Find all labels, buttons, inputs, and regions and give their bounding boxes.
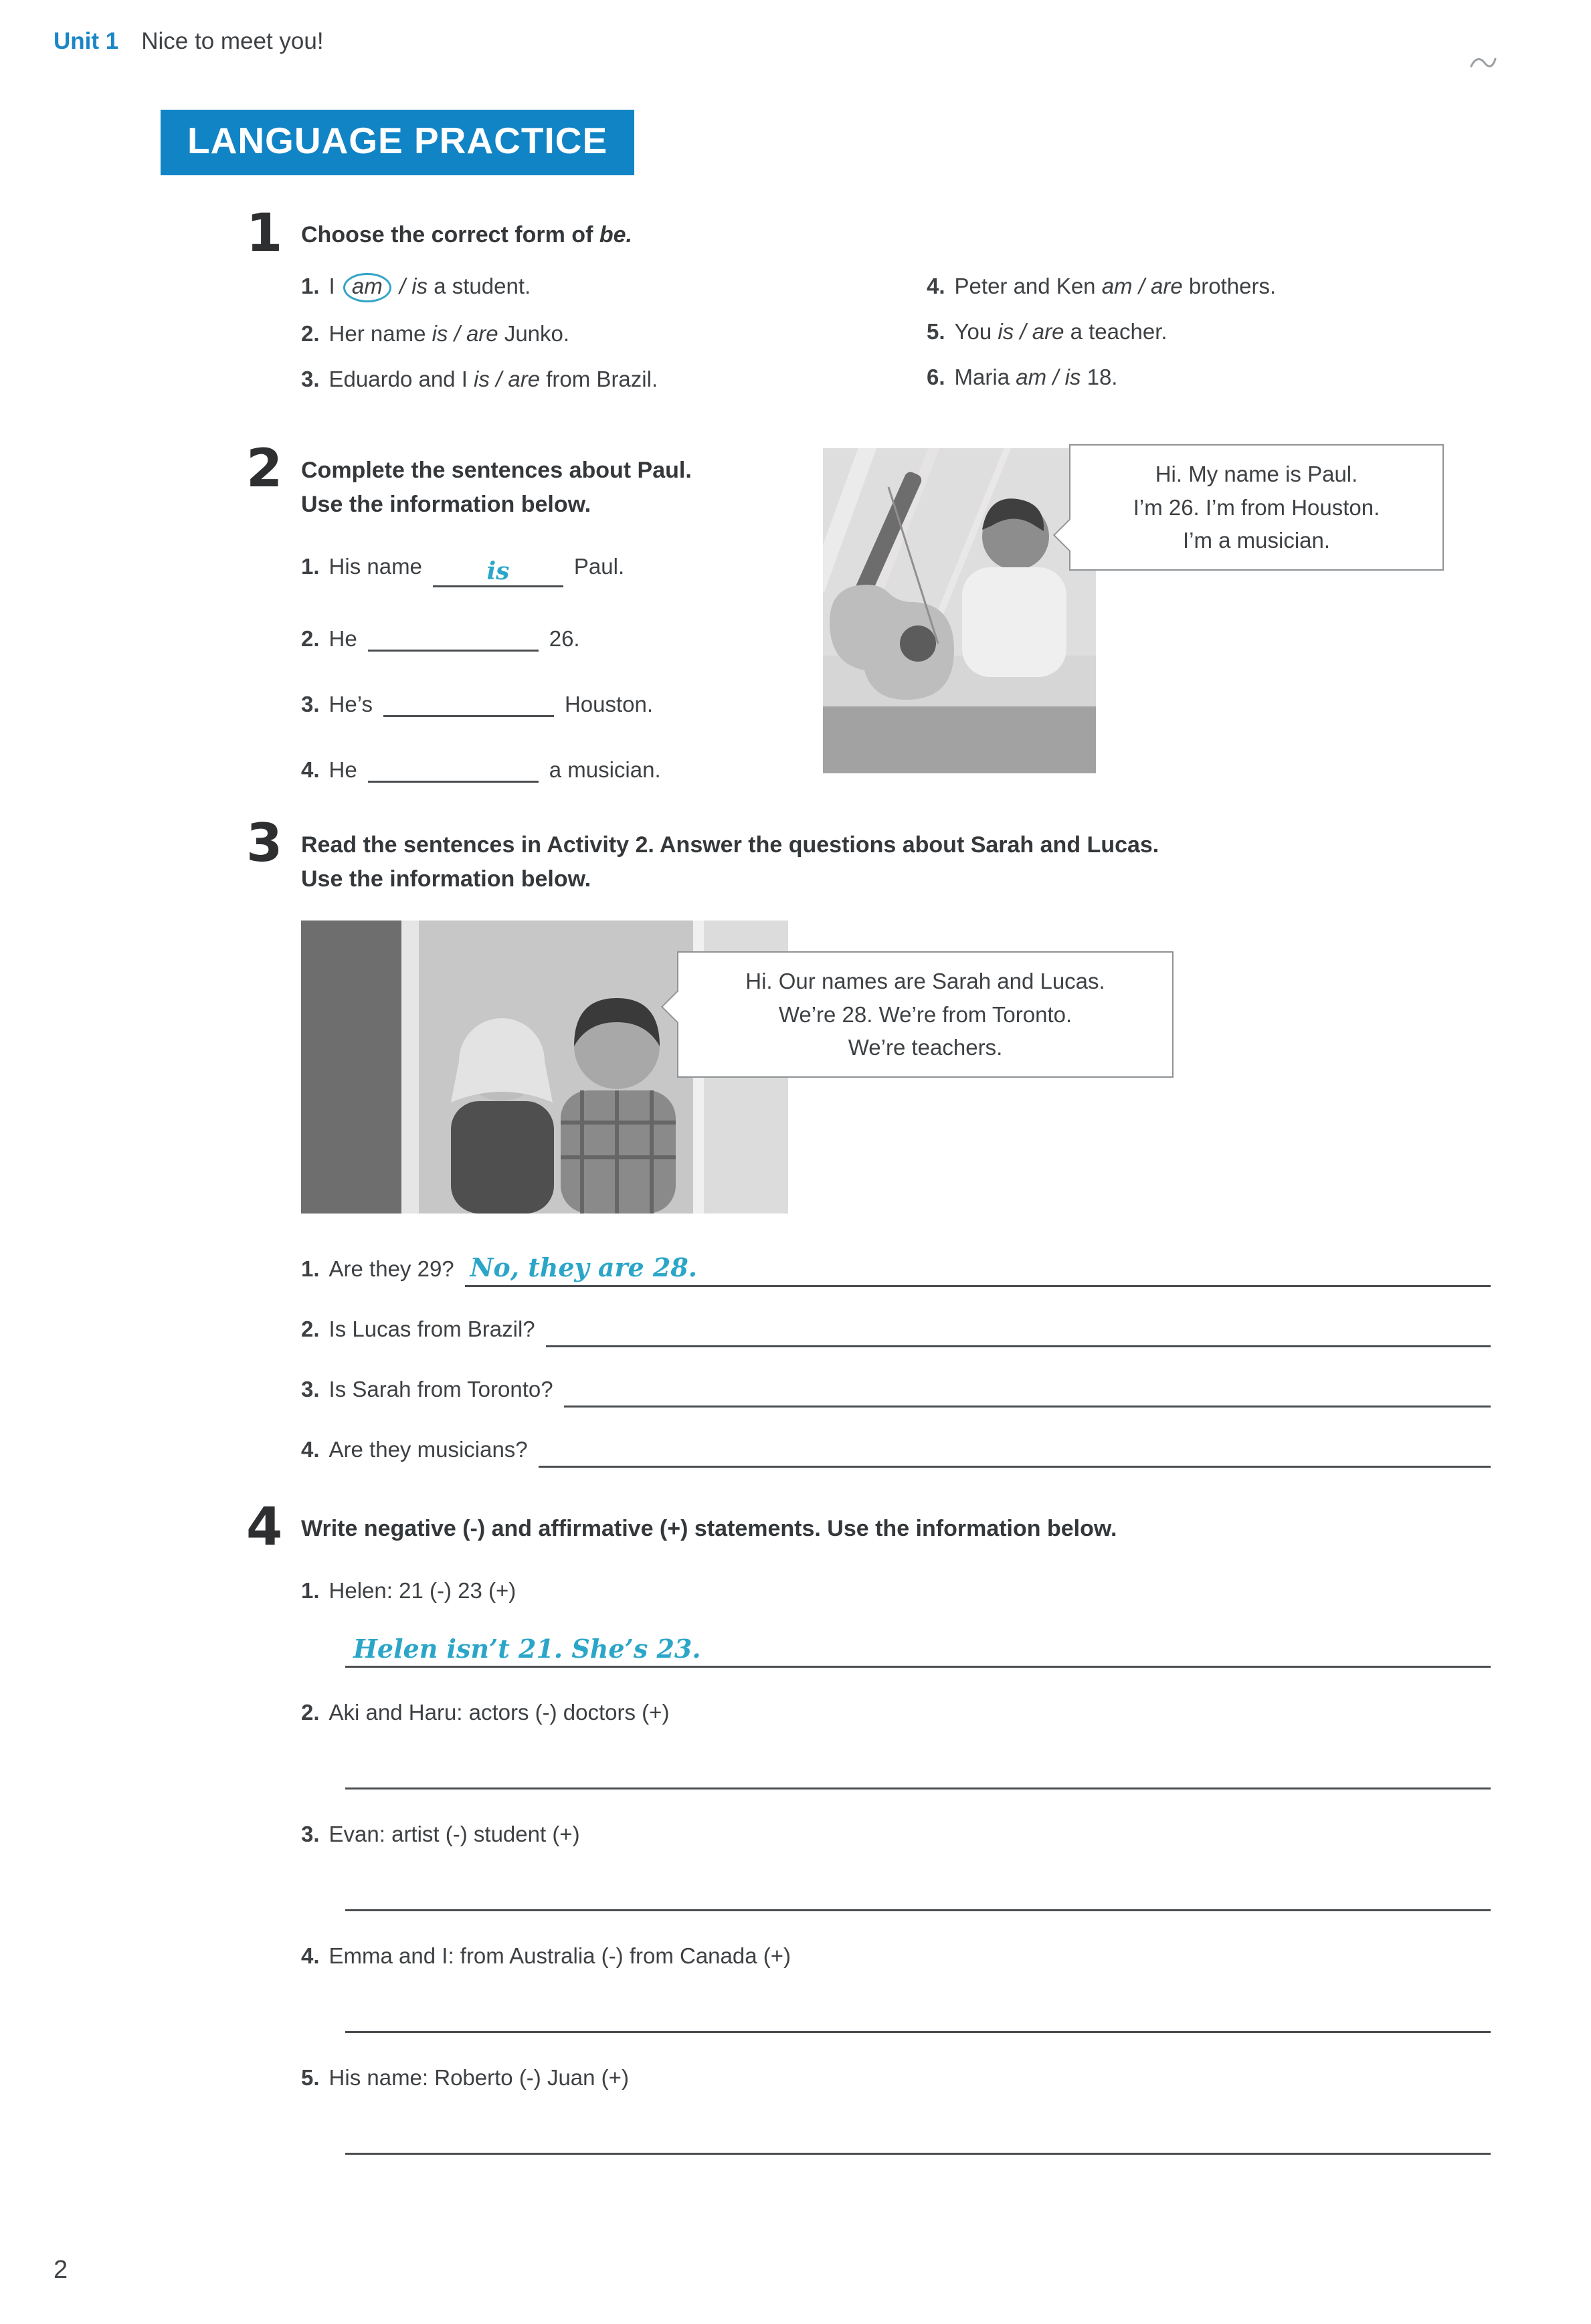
- speech-line: We’re 28. We’re from Toronto.: [778, 1001, 1072, 1027]
- write-prompt: Emma and I: from Australia (-) from Canada (+): [329, 1943, 791, 1968]
- item-post: Junko.: [498, 321, 570, 346]
- speech-line: I’m a musician.: [1182, 528, 1331, 553]
- choice-word[interactable]: am: [1101, 274, 1133, 298]
- question-label: Are they musicians?: [329, 1437, 528, 1462]
- fill-item: [301, 753, 850, 784]
- question-row: [301, 1429, 1491, 1468]
- item-number: 6.: [927, 365, 945, 389]
- choice-word[interactable]: is: [1064, 365, 1081, 389]
- choice-word[interactable]: are: [1151, 274, 1183, 298]
- write-item: [301, 1699, 1491, 1789]
- choice-word[interactable]: are: [508, 367, 541, 391]
- question-label: Are they 29?: [329, 1256, 454, 1281]
- item-post: a student.: [428, 274, 531, 298]
- activity-2-title-line1: Complete the sentences about Paul.: [301, 458, 692, 483]
- item-pre: He: [329, 757, 357, 782]
- item-pre: You: [954, 319, 998, 344]
- activity-3-title: [301, 828, 1491, 896]
- speech-line: Hi. Our names are Sarah and Lucas.: [745, 969, 1105, 993]
- item-number: 1.: [301, 1256, 320, 1281]
- activity-4: [246, 1497, 1491, 2165]
- write-item: [301, 2064, 1491, 2155]
- item-number: 4.: [301, 1437, 320, 1462]
- handwritten-answer: is: [486, 557, 510, 585]
- write-prompt: Helen: 21 (-) 23 (+): [329, 1578, 517, 1603]
- choice-item: [927, 272, 1491, 300]
- answer-blank[interactable]: [368, 622, 539, 652]
- item-number: 1.: [301, 554, 320, 579]
- answer-line[interactable]: [564, 1369, 1491, 1408]
- choice-item: [927, 318, 1491, 346]
- item-number: 3.: [301, 1377, 320, 1401]
- activity-1-columns: [301, 272, 1491, 411]
- sarah-lucas-speech-bubble: [677, 951, 1174, 1078]
- activity-3-questions: [301, 1248, 1491, 1468]
- activity-3-title-line2: Use the information below.: [301, 866, 591, 892]
- answer-line[interactable]: [345, 1755, 1491, 1789]
- choice-word[interactable]: is: [432, 321, 448, 346]
- item-number: 2.: [301, 1700, 320, 1725]
- write-item: [301, 1820, 1491, 1911]
- activity-3-photo-area: [301, 921, 1491, 1239]
- question-text: [301, 1315, 535, 1347]
- choice-word[interactable]: is: [998, 319, 1014, 344]
- item-post: 18.: [1081, 365, 1118, 389]
- choice-separator: /: [393, 274, 412, 298]
- choice-separator: /: [489, 367, 508, 391]
- write-prompt: Aki and Haru: actors (-) doctors (+): [329, 1700, 670, 1725]
- answer-blank[interactable]: [433, 558, 563, 587]
- fill-item: [301, 688, 850, 718]
- activity-1-right-column: [927, 272, 1491, 411]
- item-number: 3.: [301, 367, 320, 391]
- activity-2-number: 2: [246, 439, 283, 499]
- choice-word[interactable]: is: [474, 367, 490, 391]
- choice-word[interactable]: are: [466, 321, 498, 346]
- write-prompt: His name: Roberto (-) Juan (+): [329, 2065, 629, 2090]
- item-pre: Maria: [954, 365, 1016, 389]
- activity-1-title-be: be.: [599, 222, 632, 248]
- question-label: Is Sarah from Toronto?: [329, 1377, 553, 1401]
- item-post: Paul.: [573, 554, 625, 579]
- banner-title: LANGUAGE PRACTICE: [187, 120, 608, 161]
- answer-line[interactable]: [539, 1429, 1491, 1468]
- item-number: 1.: [301, 274, 320, 298]
- item-post: 26.: [549, 626, 580, 651]
- question-row: [301, 1369, 1491, 1408]
- question-text: [301, 1375, 553, 1408]
- item-post: a musician.: [549, 757, 661, 782]
- activity-1-number: 1: [246, 203, 283, 264]
- answer-line[interactable]: [345, 1633, 1491, 1668]
- activity-4-title: Write negative (-) and affirmative (+) statements. Use the information below.: [301, 1516, 1117, 1541]
- item-post: brothers.: [1182, 274, 1277, 298]
- item-pre: He’s: [329, 692, 373, 716]
- circled-choice[interactable]: [343, 273, 391, 302]
- activity-1-left-column: [301, 272, 927, 411]
- item-pre: Her name: [329, 321, 432, 346]
- item-post: a teacher.: [1064, 319, 1167, 344]
- item-post: Houston.: [564, 692, 654, 716]
- activity-1-title-text: Choose the correct form of: [301, 222, 599, 248]
- choice-word[interactable]: is: [411, 274, 428, 298]
- choice-separator: /: [1014, 319, 1032, 344]
- fill-item: [301, 553, 850, 587]
- question-text: [301, 1255, 454, 1287]
- paul-with-guitar-photo: [823, 448, 1096, 773]
- activity-1: [246, 203, 1491, 411]
- page-number: 2: [54, 2256, 68, 2284]
- answer-line[interactable]: [345, 1998, 1491, 2033]
- answer-blank[interactable]: [383, 688, 554, 717]
- page-corner-mark: [1469, 54, 1497, 74]
- item-pre: He: [329, 626, 357, 651]
- choice-word: am: [351, 274, 383, 298]
- question-row: [301, 1248, 1491, 1287]
- activity-3: [246, 813, 1491, 1489]
- item-number: 2.: [301, 626, 320, 651]
- item-number: 2.: [301, 321, 320, 346]
- write-prompt: Evan: artist (-) student (+): [329, 1822, 580, 1846]
- speech-line: Hi. My name is Paul.: [1155, 462, 1358, 486]
- choice-item: [301, 365, 927, 393]
- item-pre: I: [329, 274, 341, 298]
- choice-word[interactable]: am: [1016, 365, 1047, 389]
- choice-item: [301, 320, 927, 348]
- handwritten-answer: Helen isn’t 21. She’s 23.: [353, 1634, 701, 1664]
- item-number: 4.: [301, 757, 320, 782]
- page-header: [54, 29, 324, 53]
- paul-speech-bubble: [1069, 444, 1444, 571]
- item-pre: Peter and Ken: [954, 274, 1102, 298]
- answer-line[interactable]: [345, 1876, 1491, 1911]
- speech-line: I’m 26. I’m from Houston.: [1133, 494, 1380, 520]
- choice-item: [927, 363, 1491, 391]
- write-item: [301, 1577, 1491, 1668]
- item-number: 5.: [927, 319, 945, 344]
- answer-line[interactable]: [465, 1248, 1491, 1287]
- activity-2: [246, 439, 1491, 819]
- activity-2-items: [301, 553, 850, 784]
- item-pre: His name: [329, 554, 422, 579]
- choice-word[interactable]: are: [1032, 319, 1064, 344]
- item-number: 1.: [301, 1578, 320, 1603]
- item-number: 3.: [301, 1822, 320, 1846]
- unit-label: Unit 1: [54, 28, 119, 54]
- item-number: 5.: [301, 2065, 320, 2090]
- question-row: [301, 1309, 1491, 1347]
- activity-2-title: [301, 454, 850, 522]
- item-number: 3.: [301, 692, 320, 716]
- write-item: [301, 1942, 1491, 2033]
- item-pre: Eduardo and I: [329, 367, 474, 391]
- item-number: 4.: [301, 1943, 320, 1968]
- speech-line: We’re teachers.: [848, 1035, 1003, 1060]
- item-number: 4.: [927, 274, 945, 298]
- item-post: from Brazil.: [540, 367, 658, 391]
- activity-1-title: [301, 218, 1491, 252]
- choice-item: [301, 272, 927, 302]
- answer-blank[interactable]: [368, 753, 539, 783]
- answer-line[interactable]: [546, 1309, 1491, 1347]
- choice-separator: /: [448, 321, 466, 346]
- question-text: [301, 1436, 528, 1468]
- language-practice-banner: [161, 110, 634, 175]
- choice-separator: /: [1132, 274, 1151, 298]
- choice-separator: /: [1046, 365, 1065, 389]
- question-label: Is Lucas from Brazil?: [329, 1317, 535, 1341]
- activity-4-number: 4: [246, 1497, 283, 1557]
- unit-title: Nice to meet you!: [141, 28, 324, 54]
- activity-2-title-line2: Use the information below.: [301, 492, 591, 517]
- activity-3-title-line1: Read the sentences in Activity 2. Answer the questions about Sarah and Lucas.: [301, 832, 1159, 858]
- handwritten-answer: No, they are 28.: [470, 1252, 698, 1282]
- item-number: 2.: [301, 1317, 320, 1341]
- activity-3-number: 3: [246, 813, 283, 874]
- answer-line[interactable]: [345, 2120, 1491, 2155]
- fill-item: [301, 622, 850, 653]
